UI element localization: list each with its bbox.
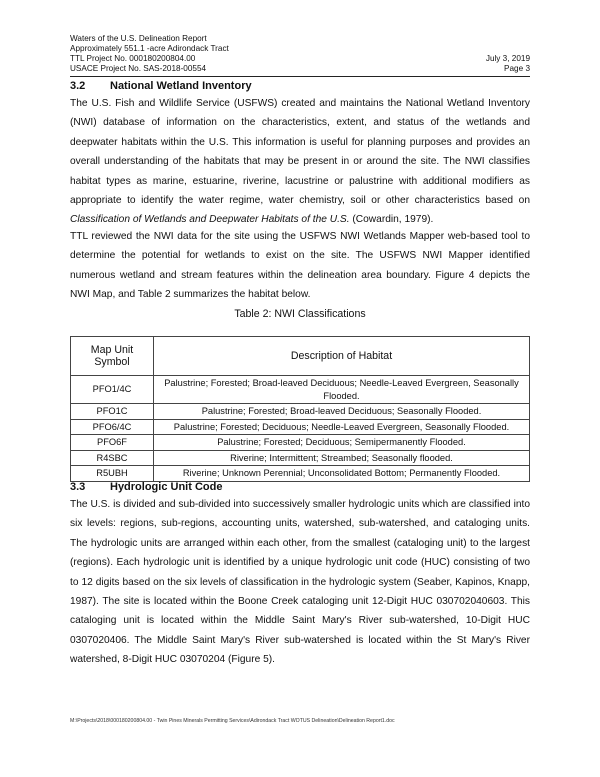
map-unit-symbol: PFO6F	[71, 435, 154, 451]
header-page-number: Page 3	[504, 64, 530, 73]
section-number: 3.3	[70, 481, 86, 493]
header-ttl-project: TTL Project No. 000180200804.00	[70, 54, 196, 63]
page-header	[70, 34, 530, 74]
map-unit-symbol: PFO1/4C	[71, 376, 154, 404]
table-row	[71, 376, 530, 404]
col-header-description: Description of Habitat	[154, 337, 530, 376]
header-usace-project: USACE Project No. SAS-2018-00554	[70, 64, 207, 73]
huc-paragraph: The U.S. is divided and sub-divided into successively smaller hydrologic units which are classified into six levels: regions, sub-regions, accounting units, watershed, sub-watershed, and cataloging units. The hydrologic units are arranged within each other, from the smallest (cataloging unit) to the largest (regions). Each hydrologic unit is identified by a unique hydrologic unit code (HUC) consisting of two to 12 digits based on the six levels of classification in the hydrologic system (Seaber, Kapinos, Knapp, 1987). The site is located within the Boone Creek cataloging unit 12-Digit HUC 030702040603. This cataloging unit is located within the Middle Saint Mary's River sub-watershed, 10-Digit HUC 0307020406. The Middle Saint Mary's River sub-watershed is located within the St Mary's River watershed, 8-Digit HUC 03070204 (Figure 5).	[70, 499, 530, 666]
table-row	[71, 404, 530, 420]
header-right	[486, 54, 530, 74]
header-report-title: Waters of the U.S. Delineation Report	[70, 34, 207, 43]
habitat-description: Palustrine; Forested; Deciduous; Needle-Leaved Evergreen, Seasonally Flooded.	[154, 419, 530, 435]
nwi-classifications-table	[70, 336, 530, 482]
table-row	[71, 435, 530, 451]
section-3-3-heading	[70, 481, 222, 493]
table-caption: Table 2: NWI Classifications	[234, 308, 366, 320]
nwi-paragraph-1: The U.S. Fish and Wildlife Service (USFWS) created and maintains the National Wetland Inventory (NWI) database of information on the characteristics, extent, and status of the wetlands and deepwater habitats within the U.S. This information is useful for planning purposes and provides an overall understanding of the habitats that may be present in or around the site. The NWI classifies habitat types as marine, estuarine, riverine, lacustrine or palustrine with additional modifiers as appropriate to identify the water regime, water chemistry, soil or other characteristics based on Classification of Wetlands and Deepwater Habitats of the U.S. (Cowardin, 1979).	[70, 98, 530, 226]
map-unit-symbol: PFO1C	[71, 404, 154, 420]
header-tract: Approximately 551.1 -acre Adirondack Tract	[70, 44, 229, 53]
table-row	[71, 419, 530, 435]
habitat-description: Palustrine; Forested; Deciduous; Semipermanently Flooded.	[154, 435, 530, 451]
nwi-paragraph-2: TTL reviewed the NWI data for the site using the USFWS NWI Wetlands Mapper web-based tool to determine the potential for wetlands to exist on the site. The USFWS NWI Mapper identified numerous wetland and stream features within the delineation area boundary. Figure 4 depicts the NWI Map, and Table 2 summarizes the habitat below.	[70, 231, 530, 301]
map-unit-symbol: R5UBH	[71, 466, 154, 482]
section-title: National Wetland Inventory	[110, 80, 252, 92]
habitat-description: Riverine; Intermittent; Streambed; Seasonally flooded.	[154, 450, 530, 466]
cowardin-title: Classification of Wetlands and Deepwater Habitats of the U.S.	[70, 214, 350, 226]
table-row	[71, 466, 530, 482]
section-3-2-heading	[70, 80, 252, 92]
section-number: 3.2	[70, 80, 86, 92]
header-divider	[70, 76, 530, 77]
habitat-description: Palustrine; Forested; Broad-leaved Deciduous; Needle-Leaved Evergreen, Seasonally Flooded.	[154, 376, 530, 404]
header-date: July 3, 2019	[485, 54, 530, 63]
file-path-footer: M:\Projects\2018\000180200804.00 - Twin Pines Minerals Permitting Services\Adirondack Tract WOTUS Delineation\Delineation Report1.doc	[70, 718, 395, 724]
section-title: Hydrologic Unit Code	[110, 481, 223, 493]
map-unit-symbol: R4SBC	[71, 450, 154, 466]
col-header-symbol: Map Unit Symbol	[71, 337, 154, 376]
map-unit-symbol: PFO6/4C	[71, 419, 154, 435]
habitat-description: Riverine; Unknown Perennial; Unconsolidated Bottom; Permanently Flooded.	[154, 466, 530, 482]
habitat-description: Palustrine; Forested; Broad-leaved Deciduous; Seasonally Flooded.	[154, 404, 530, 420]
table-row	[71, 450, 530, 466]
